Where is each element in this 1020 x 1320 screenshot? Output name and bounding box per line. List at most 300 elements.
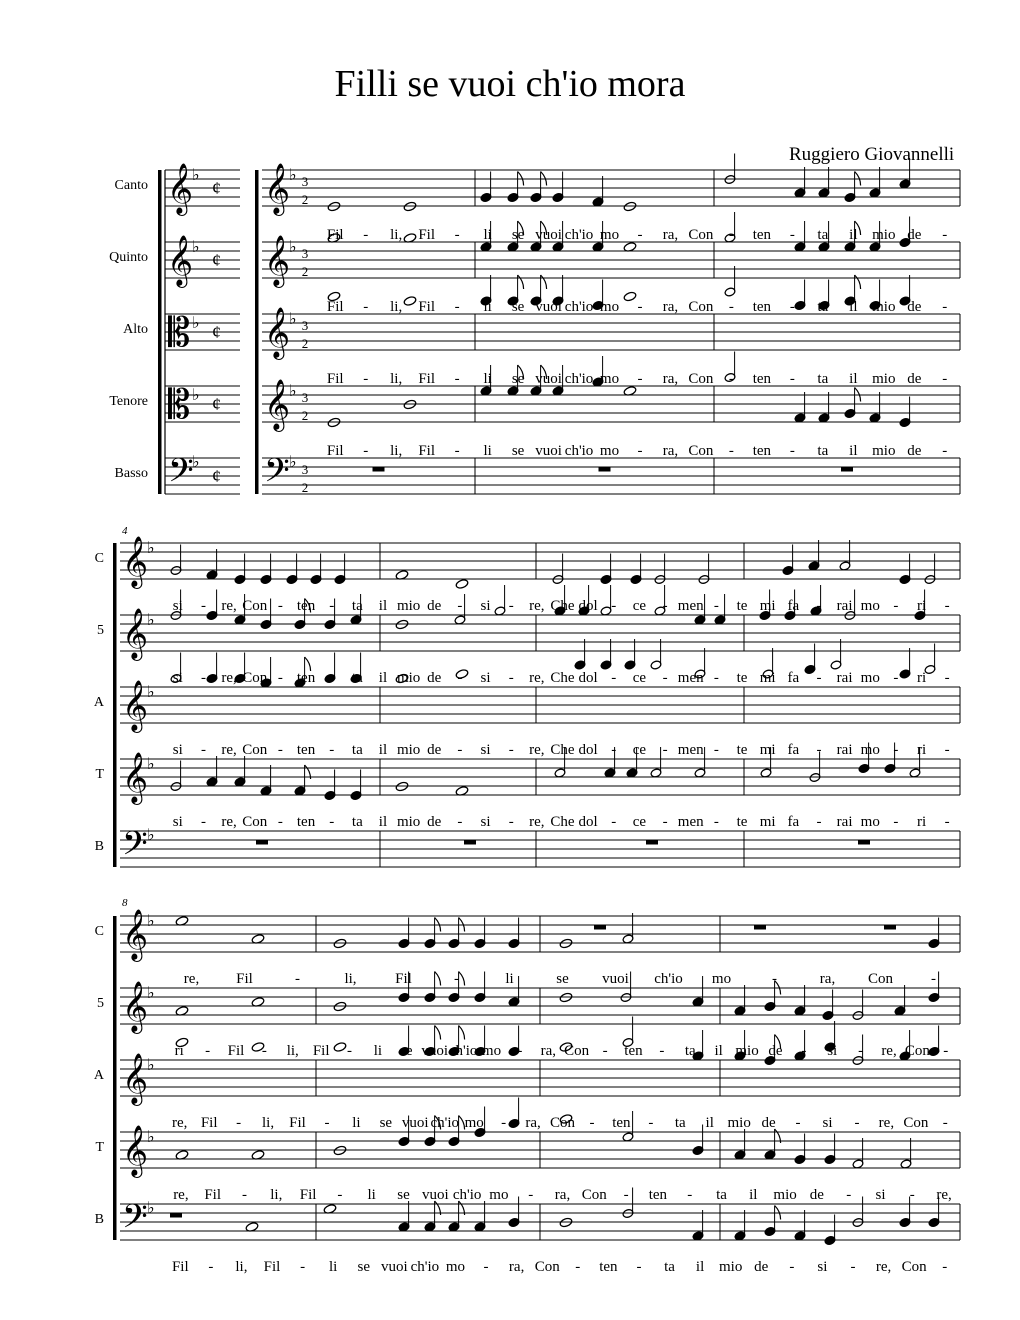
lyric-syllable: li — [483, 227, 492, 243]
part-label: T — [95, 767, 104, 782]
lyric-syllable: - — [295, 971, 300, 987]
note-flag — [435, 972, 441, 986]
note-flag — [435, 1026, 441, 1040]
lyric-syllable: re, — [183, 971, 200, 987]
lyric-syllable: fa — [787, 814, 800, 830]
composer-name: Ruggiero Giovannelli — [789, 144, 955, 165]
lyric-syllable: - — [277, 814, 283, 830]
note-head — [333, 938, 347, 949]
lyric-syllable: - — [942, 443, 948, 459]
lyric-syllable: fa — [787, 742, 800, 758]
lyric-syllable: ta — [817, 371, 829, 387]
lyric-syllable: - — [236, 1115, 242, 1131]
lyric-syllable: de — [907, 443, 922, 459]
lyric-syllable: mi — [759, 598, 776, 614]
lyric-syllable: li, — [390, 227, 403, 243]
lyric-syllable: te — [736, 742, 748, 758]
lyric-syllable: il — [849, 227, 858, 243]
lyric-syllable: - — [893, 670, 899, 686]
lyric-syllable: - — [454, 971, 459, 987]
lyric-syllable: - — [508, 670, 514, 686]
lyric-syllable: ten — [599, 1259, 618, 1275]
lyric-syllable: re, — [172, 1115, 188, 1131]
lyric-syllable: rai — [836, 670, 853, 686]
lyric-syllable: mio — [396, 598, 421, 614]
lyric-syllable: mo — [489, 1187, 509, 1203]
lyric-syllable: mo — [599, 371, 620, 387]
lyric-syllable: Fil — [418, 227, 435, 243]
lyric-syllable: - — [637, 227, 643, 243]
lyric-syllable: rai — [836, 598, 853, 614]
lyric-syllable: mio — [735, 1043, 759, 1059]
lyric-syllable: mio — [396, 814, 421, 830]
lyric-syllable: - — [611, 670, 617, 686]
lyric-syllable: Fil — [326, 443, 344, 459]
lyric-syllable: - — [846, 1187, 852, 1203]
lyric-syllable: de — [768, 1043, 783, 1059]
lyric-syllable: de — [427, 598, 442, 614]
lyric-syllable: - — [713, 598, 719, 614]
lyric-syllable: Fil — [395, 971, 412, 987]
lyric-syllable: si — [172, 814, 183, 830]
lyric-syllable: dol — [578, 742, 598, 758]
lyric-syllable: - — [789, 443, 795, 459]
treble-clef-icon: 𝄞 — [167, 164, 194, 213]
lyric-syllable: de — [809, 1187, 824, 1203]
lyric-syllable: ta — [817, 299, 829, 315]
lyric-syllable: - — [508, 814, 514, 830]
lyric-syllable: ch'io — [654, 971, 683, 987]
time-signature-top: 3 — [301, 174, 309, 189]
measure-number: 8 — [122, 897, 128, 909]
lyric-syllable: - — [300, 1259, 306, 1275]
lyric-syllable: il — [378, 598, 388, 614]
lyric-syllable: - — [772, 971, 777, 987]
lyric-syllable: - — [517, 1043, 523, 1059]
treble-clef-icon: 𝄞 — [122, 1054, 149, 1103]
lyric-syllable: de — [427, 742, 442, 758]
lyric-syllable: fa — [787, 670, 800, 686]
lyric-syllable: Fil — [204, 1187, 222, 1203]
note-head — [333, 1145, 347, 1156]
lyric-syllable: se — [511, 443, 525, 459]
lyric-syllable: vuoi — [421, 1043, 449, 1059]
lyric-syllable: il — [849, 299, 858, 315]
part-label: Quinto — [109, 250, 148, 265]
lyric-syllable: - — [854, 1115, 860, 1131]
lyric-syllable: mo — [481, 1043, 502, 1059]
treble-clef-icon: 𝄞 — [167, 236, 194, 285]
lyric-syllable: Fil — [418, 299, 435, 315]
lyric-syllable: ta — [351, 742, 363, 758]
lyric-syllable: - — [637, 299, 643, 315]
lyric-syllable: li — [483, 443, 492, 459]
part-label: T — [95, 1140, 104, 1155]
lyric-syllable: ta — [817, 227, 829, 243]
bass-clef-icon: 𝄢 — [122, 1198, 148, 1243]
lyric-syllable: ta — [351, 670, 363, 686]
flat-icon: ♭ — [289, 383, 297, 400]
note-head — [395, 619, 409, 630]
lyric-syllable: se — [357, 1259, 370, 1275]
lyric-syllable: men — [677, 598, 704, 614]
lyric-syllable: - — [942, 299, 948, 315]
lyric-syllable: ce — [632, 814, 647, 830]
lyric-syllable: ch'io — [430, 1115, 459, 1131]
lyric-syllable: - — [611, 742, 617, 758]
lyric-syllable: - — [508, 598, 514, 614]
treble-clef-icon: 𝄞 — [122, 681, 149, 730]
lyric-syllable: vuoi — [535, 299, 562, 315]
lyric-syllable: ri — [916, 598, 927, 614]
treble-clef-icon: 𝄞 — [122, 1126, 149, 1175]
system-bracket — [158, 170, 162, 494]
part-label: B — [94, 1212, 104, 1227]
lyric-syllable: vuoi — [535, 227, 562, 243]
note-flag — [855, 172, 861, 186]
lyric-syllable: ten — [296, 598, 316, 614]
lyric-syllable: se — [511, 299, 525, 315]
note-flag — [855, 275, 861, 289]
lyric-syllable: Con — [242, 814, 268, 830]
lyric-syllable: - — [636, 1259, 642, 1275]
lyric-syllable: ten — [296, 670, 316, 686]
lyric-syllable: - — [637, 371, 643, 387]
lyric-syllable: si — [822, 1115, 833, 1131]
whole-rest — [754, 925, 766, 930]
treble-clef-icon: 𝄞 — [264, 380, 291, 429]
lyric-syllable: se — [511, 371, 525, 387]
lyric-syllable: de — [427, 670, 442, 686]
lyric-syllable: Fil — [312, 1043, 330, 1059]
lyric-syllable: ten — [296, 742, 316, 758]
note-flag — [855, 388, 861, 402]
flat-icon: ♭ — [192, 239, 200, 256]
lyric-syllable: de — [427, 814, 442, 830]
lyric-syllable: re, — [529, 742, 545, 758]
whole-rest — [373, 467, 385, 472]
note-head — [327, 417, 341, 428]
lyric-syllable: - — [942, 1259, 948, 1275]
lyric-syllable: mo — [860, 598, 880, 614]
treble-clef-icon: 𝄞 — [122, 537, 149, 586]
lyric-syllable: - — [329, 670, 335, 686]
lyric-syllable: re, — [221, 670, 237, 686]
flat-icon: ♭ — [192, 387, 200, 404]
lyric-syllable: ten — [752, 443, 772, 459]
lyric-syllable: - — [659, 1043, 665, 1059]
lyric-syllable: - — [662, 598, 668, 614]
lyric-syllable: li — [483, 371, 492, 387]
lyric-syllable: - — [662, 742, 668, 758]
lyric-syllable: - — [728, 227, 734, 243]
lyric-syllable: ri — [916, 742, 927, 758]
lyric-syllable: - — [893, 598, 899, 614]
lyric-syllable: mo — [599, 299, 620, 315]
lyric-syllable: re, — [173, 1187, 189, 1203]
note-flag — [775, 1206, 781, 1220]
note-head — [623, 201, 637, 212]
lyric-syllable: ch'io — [564, 299, 594, 315]
lyric-syllable: - — [200, 598, 206, 614]
lyric-syllable: - — [589, 1115, 595, 1131]
lyric-syllable: ra, — [662, 299, 679, 315]
flat-icon: ♭ — [147, 1200, 155, 1217]
lyric-syllable: mio — [872, 227, 896, 243]
lyric-syllable: - — [501, 1115, 507, 1131]
lyric-syllable: il — [695, 1259, 705, 1275]
flat-icon: ♭ — [147, 985, 155, 1002]
note-head — [333, 1001, 347, 1012]
time-signature-bottom: 2 — [301, 336, 309, 351]
note-head — [559, 938, 573, 949]
lyric-syllable: ra, — [525, 1115, 541, 1131]
note-flag — [518, 275, 524, 289]
lyric-syllable: Fil — [326, 227, 344, 243]
lyric-syllable: - — [728, 371, 734, 387]
note-flag — [459, 918, 465, 932]
lyric-syllable: ri — [916, 670, 927, 686]
lyric-syllable: ra, — [819, 971, 836, 987]
lyric-syllable: - — [713, 742, 719, 758]
lyric-syllable: vuoi — [602, 971, 629, 987]
lyric-syllable: - — [277, 598, 283, 614]
lyric-syllable: fa — [787, 598, 800, 614]
lyric-syllable: - — [454, 299, 460, 315]
lyric-syllable: si — [172, 598, 183, 614]
lyric-syllable: ten — [752, 227, 772, 243]
lyric-syllable: si — [172, 742, 183, 758]
lyric-syllable: ta — [351, 814, 363, 830]
note-flag — [541, 275, 547, 289]
alto-clef-icon: 𝄡 — [168, 382, 191, 427]
note-head — [395, 781, 409, 792]
lyric-syllable: - — [789, 371, 795, 387]
flat-icon: ♭ — [147, 1057, 155, 1074]
bass-clef-icon: 𝄢 — [168, 452, 194, 497]
lyric-syllable: mo — [599, 443, 620, 459]
lyric-syllable: - — [795, 1115, 801, 1131]
lyric-syllable: mo — [711, 971, 732, 987]
lyric-syllable: - — [648, 1115, 654, 1131]
lyric-syllable: - — [575, 1259, 581, 1275]
lyric-syllable: - — [205, 1043, 211, 1059]
lyric-syllable: Con — [242, 742, 268, 758]
lyric-syllable: ch'io — [564, 443, 594, 459]
bass-clef-icon: 𝄢 — [122, 825, 148, 870]
lyric-syllable: ch'io — [448, 1043, 478, 1059]
lyric-syllable: il — [378, 670, 388, 686]
piece-title: Filli se vuoi ch'io mora — [334, 63, 686, 105]
flat-icon: ♭ — [289, 239, 297, 256]
part-label: 5 — [97, 996, 104, 1011]
lyric-syllable: - — [893, 814, 899, 830]
note-head — [327, 201, 341, 212]
lyric-syllable: - — [329, 598, 335, 614]
lyric-syllable: - — [893, 742, 899, 758]
cut-time-icon: ¢ — [212, 322, 221, 342]
lyric-syllable: li, — [344, 971, 357, 987]
time-signature-bottom: 2 — [301, 480, 309, 495]
flat-icon: ♭ — [147, 612, 155, 629]
lyric-syllable: - — [942, 371, 948, 387]
lyric-syllable: li, — [286, 1043, 299, 1059]
lyric-syllable: re, — [529, 814, 545, 830]
lyric-syllable: ten — [612, 1115, 631, 1131]
time-signature-top: 3 — [301, 390, 309, 405]
lyric-syllable: - — [942, 1115, 948, 1131]
lyric-syllable: men — [677, 742, 704, 758]
time-signature-top: 3 — [301, 318, 309, 333]
lyric-syllable: ch'io — [452, 1187, 482, 1203]
lyric-syllable: Fil — [326, 371, 344, 387]
lyric-syllable: - — [944, 670, 950, 686]
lyric-syllable: se — [556, 971, 569, 987]
lyric-syllable: ta — [674, 1115, 686, 1131]
lyric-syllable: - — [611, 814, 617, 830]
lyric-syllable: Con — [867, 971, 894, 987]
lyric-syllable: li, — [390, 371, 403, 387]
lyric-syllable: li, — [390, 299, 403, 315]
note-flag — [518, 172, 524, 186]
lyric-syllable: de — [907, 227, 922, 243]
lyric-syllable: men — [677, 814, 704, 830]
lyric-syllable: - — [457, 670, 463, 686]
lyric-syllable: mio — [396, 742, 421, 758]
lyric-syllable: re, — [875, 1259, 892, 1275]
lyric-syllable: - — [457, 814, 463, 830]
lyric-syllable: il — [849, 371, 858, 387]
lyric-syllable: - — [508, 742, 514, 758]
lyric-syllable: - — [329, 742, 335, 758]
system-bracket — [113, 916, 117, 1240]
note-flag — [305, 657, 311, 671]
lyric-syllable: - — [200, 670, 206, 686]
flat-icon: ♭ — [147, 684, 155, 701]
system-bracket — [113, 543, 117, 867]
lyric-syllable: de — [907, 371, 922, 387]
lyric-syllable: ra, — [540, 1043, 556, 1059]
lyric-syllable: - — [687, 1187, 693, 1203]
treble-clef-icon: 𝄞 — [122, 910, 149, 959]
lyric-syllable: re, — [529, 598, 545, 614]
lyric-syllable: li, — [262, 1115, 275, 1131]
note-flag — [541, 172, 547, 186]
lyric-syllable: il — [849, 443, 858, 459]
lyric-syllable: mo — [860, 670, 880, 686]
note-head — [559, 1217, 573, 1228]
lyric-syllable: Con — [688, 299, 714, 315]
lyric-syllable: - — [208, 1259, 214, 1275]
lyric-syllable: men — [677, 670, 704, 686]
lyric-syllable: - — [789, 227, 795, 243]
lyric-syllable: ta — [664, 1259, 675, 1275]
whole-rest — [884, 925, 896, 930]
lyric-syllable: ce — [632, 670, 647, 686]
lyric-syllable: - — [363, 227, 369, 243]
lyric-syllable: ten — [296, 814, 316, 830]
lyric-syllable: ce — [632, 742, 647, 758]
lyric-syllable: - — [242, 1187, 247, 1203]
lyric-syllable: Che — [550, 670, 575, 686]
lyric-syllable: Fil — [418, 371, 435, 387]
lyric-syllable: - — [662, 670, 668, 686]
whole-rest — [256, 840, 268, 845]
flat-icon: ♭ — [147, 827, 155, 844]
part-label: A — [93, 695, 104, 710]
part-label: Basso — [114, 466, 148, 481]
lyric-syllable: mio — [396, 670, 421, 686]
lyric-syllable: - — [816, 598, 822, 614]
lyric-syllable: Con — [242, 598, 268, 614]
lyric-syllable: - — [454, 227, 460, 243]
lyric-syllable: - — [528, 1187, 534, 1203]
lyric-syllable: mi — [759, 742, 776, 758]
lyric-syllable: - — [457, 598, 463, 614]
alto-clef-icon: 𝄡 — [168, 310, 191, 355]
flat-icon: ♭ — [147, 756, 155, 773]
lyric-syllable: Con — [904, 1043, 930, 1059]
lyric-syllable: Fil — [236, 971, 253, 987]
whole-rest — [599, 467, 611, 472]
lyric-syllable: re, — [221, 814, 237, 830]
lyric-syllable: vuoi — [401, 1115, 429, 1131]
lyric-syllable: si — [827, 1043, 838, 1059]
time-signature-bottom: 2 — [301, 264, 309, 279]
lyric-syllable: - — [931, 971, 936, 987]
part-label: 5 — [97, 623, 104, 638]
lyric-syllable: li — [373, 1043, 383, 1059]
lyric-syllable: Fil — [299, 1187, 317, 1203]
lyric-syllable: ra, — [662, 443, 679, 459]
lyric-syllable: si — [480, 742, 491, 758]
lyric-syllable: - — [277, 670, 283, 686]
flat-icon: ♭ — [289, 311, 297, 328]
lyric-syllable: li — [329, 1259, 338, 1275]
lyric-syllable: re, — [221, 742, 237, 758]
part-label: C — [94, 924, 104, 939]
lyric-syllable: li, — [235, 1259, 248, 1275]
lyric-syllable: il — [714, 1043, 723, 1059]
lyric-syllable: Con — [688, 371, 714, 387]
lyric-syllable: re, — [529, 670, 545, 686]
note-head — [403, 399, 417, 410]
whole-rest — [646, 840, 658, 845]
lyric-syllable: Con — [242, 670, 268, 686]
lyric-syllable: mi — [759, 670, 776, 686]
note-head — [333, 1042, 347, 1053]
lyric-syllable: - — [277, 742, 283, 758]
lyric-syllable: - — [789, 299, 795, 315]
lyric-syllable: mo — [860, 742, 880, 758]
lyric-syllable: Fil — [263, 1259, 281, 1275]
lyric-syllable: il — [378, 814, 388, 830]
lyric-syllable: ce — [632, 598, 647, 614]
lyric-syllable: Che — [550, 598, 575, 614]
lyric-syllable: rai — [836, 814, 853, 830]
lyric-syllable: mio — [872, 299, 896, 315]
lyric-syllable: Con — [549, 1115, 576, 1131]
lyric-syllable: si — [480, 598, 491, 614]
lyric-syllable: se — [511, 227, 525, 243]
flat-icon: ♭ — [147, 1129, 155, 1146]
lyric-syllable: mo — [464, 1115, 484, 1131]
flat-icon: ♭ — [192, 454, 200, 471]
lyric-syllable: dol — [578, 598, 598, 614]
lyric-syllable: - — [816, 814, 822, 830]
lyric-syllable: mio — [719, 1259, 743, 1275]
part-label: B — [94, 839, 104, 854]
